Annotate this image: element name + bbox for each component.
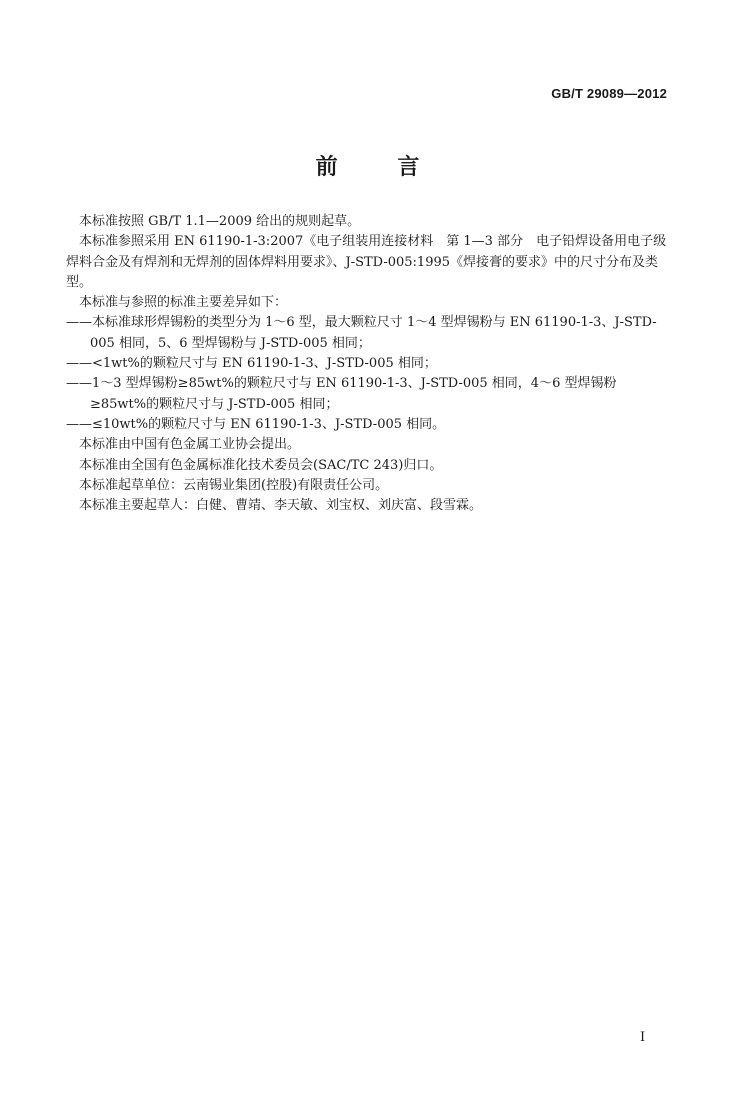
paragraph-reference-standards: 本标准参照采用 EN 61190-1-3:2007《电子组装用连接材料 第 1—3 部分 电子铅焊设备用电子级焊料合金及有焊剂和无焊剂的固体焊料用要求》、J-STD-005:1995《焊接膏的要求》中的尺寸分布及类型。 <box>66 234 667 290</box>
paragraph-differences-intro: 本标准与参照的标准主要差异如下： <box>79 295 288 311</box>
list-item: ——本标准球形焊锡粉的类型分为 1～6 型，最大颗粒尺寸 1～4 型焊锡粉与 EN 61190-1-3、J-STD-005 相同，5、6 型焊锡粉与 J-STD-005 相同； <box>66 315 657 351</box>
foreword-body <box>66 212 672 516</box>
list-item: ——<1wt%的颗粒尺寸与 EN 61190-1-3、J-STD-005 相同； <box>66 356 437 372</box>
page-number: I <box>640 1030 646 1045</box>
paragraph-drafters: 本标准主要起草人：白健、曹靖、李天敏、刘宝权、刘庆富、段雪霖。 <box>79 498 483 514</box>
standard-code: GB/T 29089—2012 <box>551 86 667 101</box>
list-item: ——≤10wt%的颗粒尺寸与 EN 61190-1-3、J-STD-005 相同。 <box>66 416 446 432</box>
paragraph-proposer: 本标准由中国有色金属工业协会提出。 <box>79 437 301 453</box>
paragraph-drafting-unit: 本标准起草单位：云南锡业集团(控股)有限责任公司。 <box>79 477 389 493</box>
paragraph-committee: 本标准由全国有色金属标准化技术委员会(SAC/TC 243)归口。 <box>79 457 443 473</box>
page-title: 前 言 <box>315 154 446 180</box>
list-item: ——1～3 型焊锡粉≥85wt%的颗粒尺寸与 EN 61190-1-3、J-STD-005 相同，4～6 型焊锡粉≥85wt%的颗粒尺寸与 J-STD-005 相同； <box>66 376 617 412</box>
paragraph-drafting-rules: 本标准按照 GB/T 1.1—2009 给出的规则起草。 <box>79 214 361 229</box>
